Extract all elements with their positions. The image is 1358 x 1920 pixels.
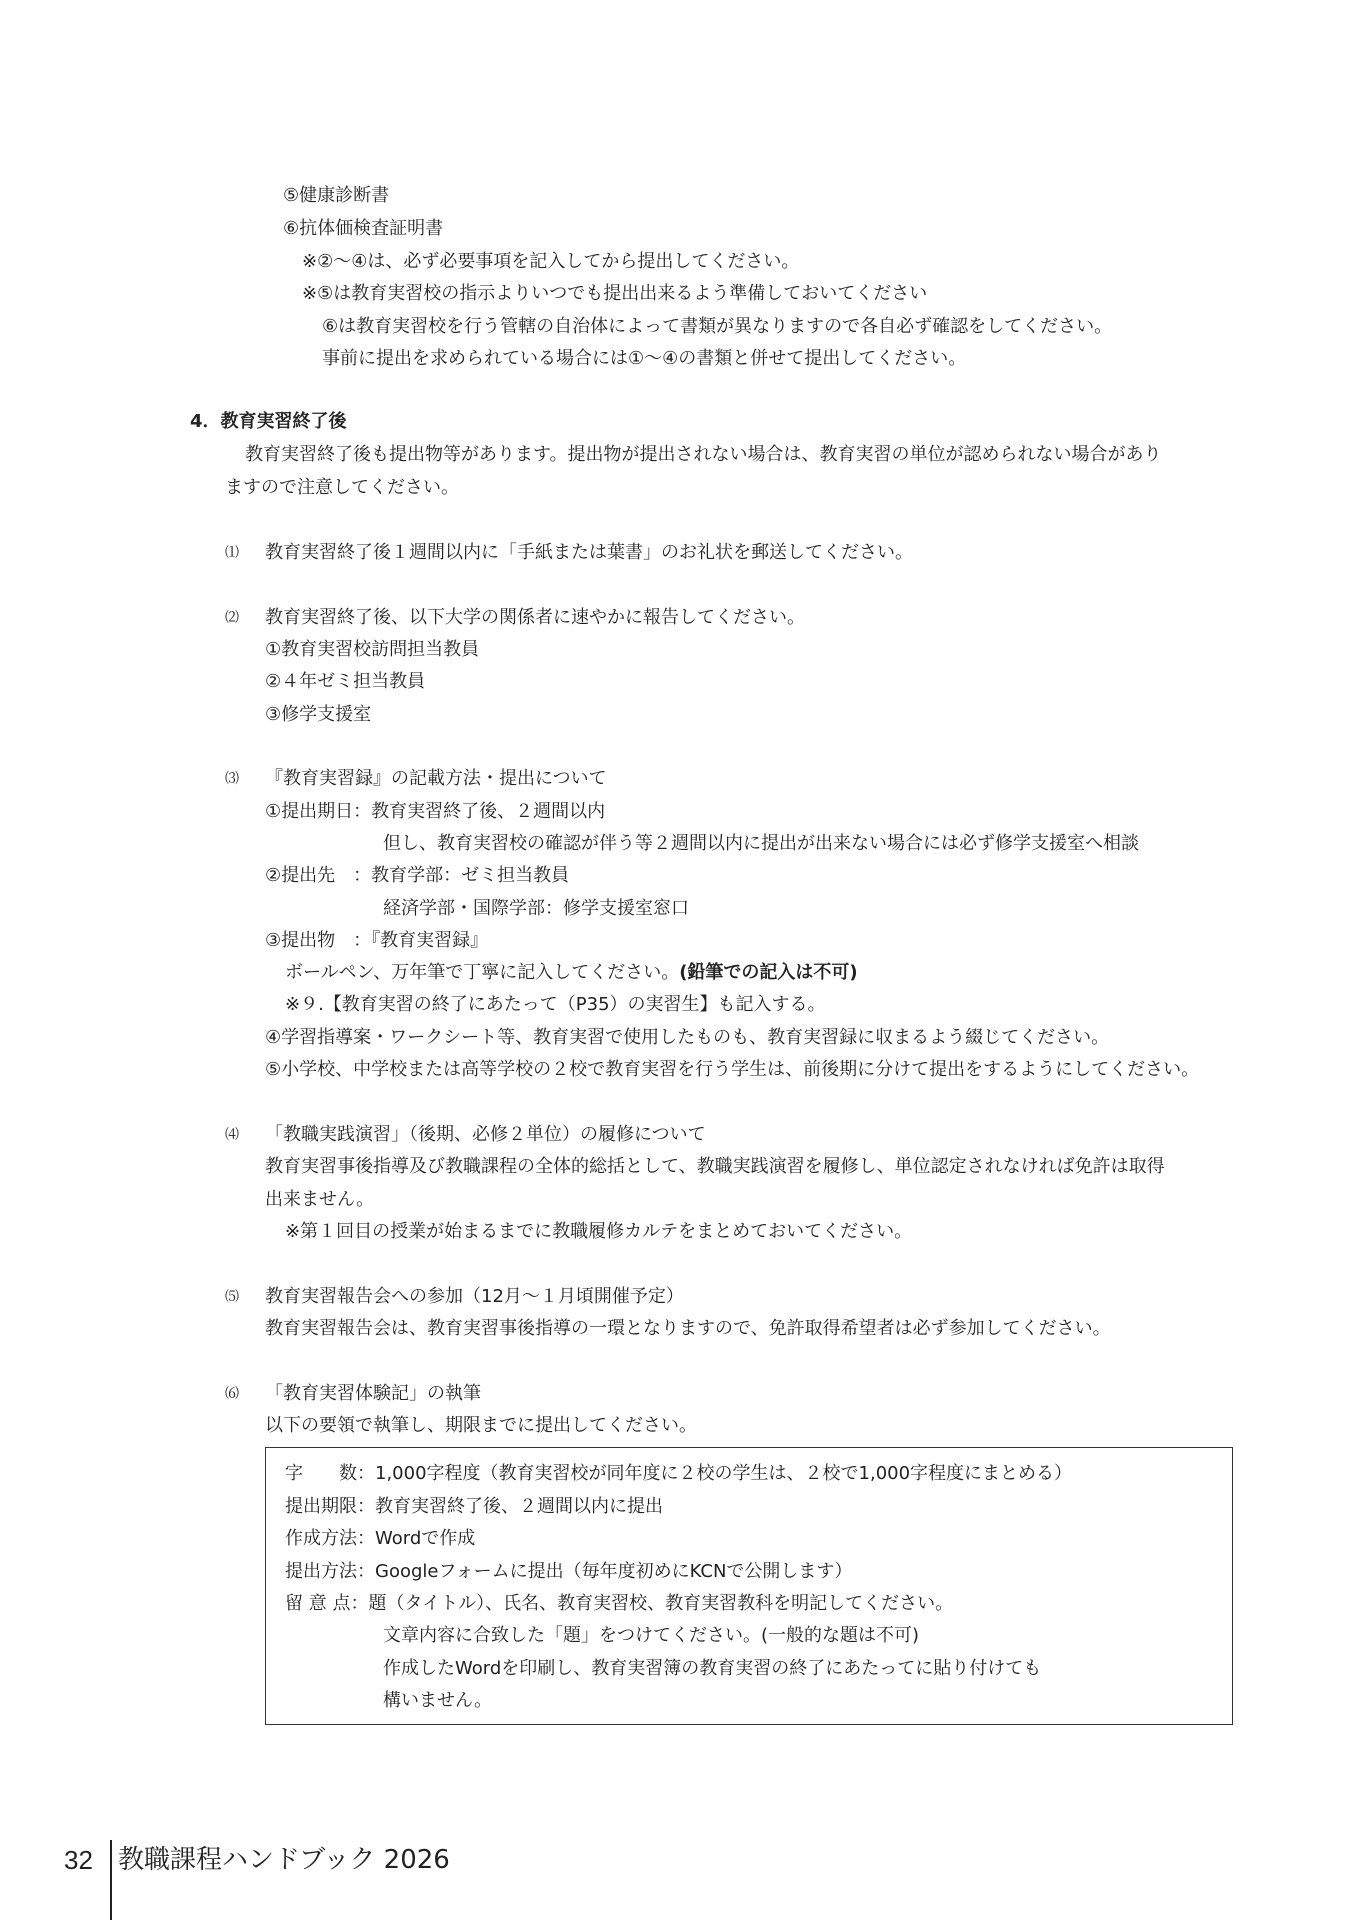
note-line: ※⑤は教育実習校の指示よりいつでも提出出来るよう準備しておいてください	[302, 283, 928, 304]
detail-line: ④学習指導案・ワークシート等、教育実習で使用したものも、教育実習録に収まるよう綴じてください。	[265, 1027, 1110, 1048]
emphasis-text: (鉛筆での記入は不可)	[679, 962, 858, 983]
detail-line: 教育実習報告会は、教育実習事後指導の一環となりますので、免許取得希望者は必ず参加してください。	[265, 1318, 1111, 1339]
detail-line: ※９.【教育実習の終了にあたって（P35）の実習生】も記入する。	[285, 994, 826, 1015]
note-line: ⑥は教育実習校を行う管轄の自治体によって書類が異なりますので各自必ず確認をしてください。	[322, 316, 1113, 337]
item-text: 『教育実習録』の記載方法・提出について	[265, 768, 607, 789]
list-item: ⑤健康診断書	[283, 185, 390, 206]
detail-line: 教育実習事後指導及び教職課程の全体的総括として、教職実践演習を履修し、単位認定されなければ免許は取得	[265, 1156, 1165, 1177]
section-heading: 4．教育実習終了後	[190, 411, 347, 432]
item-text: 教育実習終了後１週間以内に「手紙または葉書」のお礼状を郵送してください。	[265, 542, 913, 563]
detail-line: ①提出期日：教育実習終了後、２週間以内	[265, 801, 606, 822]
item-number: ⑵	[225, 610, 239, 626]
detail-line: 以下の要領で執筆し、期限までに提出してください。	[265, 1415, 697, 1436]
detail-text: ボールペン、万年筆で丁寧に記入してください。	[285, 962, 680, 983]
box-row: 文章内容に合致した「題」をつけてください。(一般的な題は不可)	[383, 1625, 920, 1646]
item-text: 教育実習報告会への参加（12月～１月頃開催予定）	[265, 1286, 684, 1307]
box-row: 構いません。	[383, 1690, 493, 1711]
item-number: ⑷	[225, 1127, 239, 1143]
note-line: ※②～④は、必ず必要事項を記入してから提出してください。	[302, 251, 800, 272]
item-number: ⑶	[225, 771, 239, 787]
item-number: ⑴	[225, 545, 239, 561]
item-text: 教育実習終了後、以下大学の関係者に速やかに報告してください。	[265, 607, 805, 628]
box-row: 作成したWordを印刷し、教育実習簿の教育実習の終了にあたってに貼り付けても	[383, 1658, 1042, 1679]
sub-item: ②４年ゼミ担当教員	[265, 671, 426, 692]
section-intro: ますので注意してください。	[225, 477, 459, 498]
box-row: 提出期限：教育実習終了後、２週間以内に提出	[285, 1496, 663, 1517]
detail-line: ⑤小学校、中学校または高等学校の２校で教育実習を行う学生は、前後期に分けて提出をするようにしてください。	[265, 1059, 1200, 1080]
detail-line: ③提出物 ：『教育実習録』	[265, 930, 489, 951]
sub-item: ③修学支援室	[265, 704, 372, 725]
sub-item: ①教育実習校訪問担当教員	[265, 639, 480, 660]
detail-line: 但し、教育実習校の確認が伴う等２週間以内に提出が出来ない場合には必ず修学支援室へ相談	[383, 833, 1139, 854]
box-row: 留 意 点：題（タイトル）、氏名、教育実習校、教育実習教科を明記してください。	[285, 1593, 954, 1614]
footer-title: 教職課程ハンドブック 2026	[118, 1845, 450, 1875]
note-line: 事前に提出を求められている場合には①～④の書類と併せて提出してください。	[322, 348, 967, 369]
section-intro: 教育実習終了後も提出物等があります。提出物が提出されない場合は、教育実習の単位が認められない場合があり	[245, 444, 1162, 465]
item-text: 「教育実習体験記」の執筆	[265, 1383, 481, 1404]
page-number: 32	[64, 1845, 93, 1875]
item-number: ⑸	[225, 1289, 239, 1305]
box-row: 字 数：1,000字程度（教育実習校が同年度に２校の学生は、２校で1,000字程度にまとめる）	[285, 1463, 1073, 1484]
detail-line: 出来ません。	[265, 1189, 375, 1210]
detail-line: ②提出先 ：教育学部：ゼミ担当教員	[265, 865, 570, 886]
item-number: ⑹	[225, 1386, 239, 1402]
detail-line: 経済学部・国際学部：修学支援室窓口	[383, 898, 689, 919]
box-row: 作成方法：Wordで作成	[285, 1528, 476, 1549]
box-row: 提出方法：Googleフォームに提出（毎年度初めにKCNで公開します）	[285, 1561, 853, 1582]
note-line: ※第１回目の授業が始まるまでに教職履修カルテをまとめておいてください。	[285, 1221, 913, 1242]
detail-line	[285, 961, 858, 985]
item-text: 「教職実践演習」（後期、必修２単位）の履修について	[265, 1124, 706, 1145]
list-item: ⑥抗体価検査証明書	[283, 218, 444, 239]
essay-guidelines-box	[265, 1447, 1233, 1725]
footer-divider	[110, 1840, 112, 1920]
